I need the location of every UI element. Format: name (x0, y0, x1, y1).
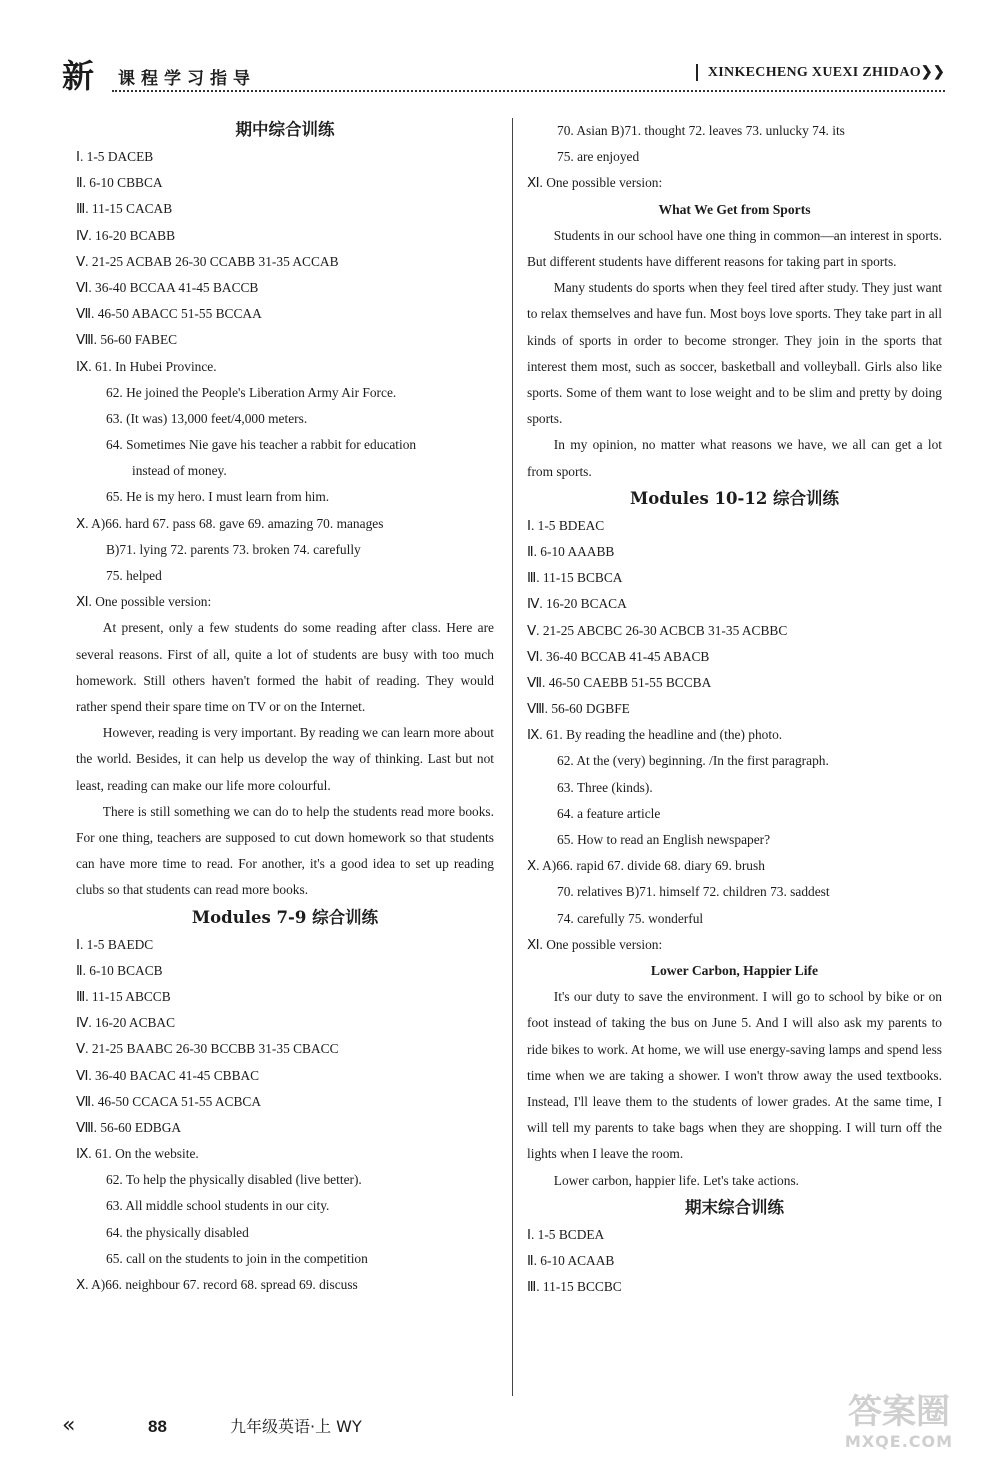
answer-line: Ⅲ. 11-15 BCCBC (527, 1279, 622, 1295)
header-dotted-rule (112, 90, 945, 92)
answer-line: 63. (It was) 13,000 feet/4,000 meters. (106, 410, 308, 426)
essay-title-carbon: Lower Carbon, Happier Life (650, 962, 819, 978)
essay-carbon (527, 984, 942, 1194)
left-column (76, 116, 494, 1298)
double-chevron-left-icon: « (62, 1413, 76, 1438)
essay-paragraph: Lower carbon, happier life. Let's take actions. (553, 1172, 799, 1188)
modules-10-12-answer-lines (527, 513, 942, 958)
answer-line: 64. a feature article (557, 805, 661, 821)
right-column (527, 116, 942, 1300)
essay-title-sports: What We Get from Sports (658, 201, 811, 217)
section-title-final: 期末综合训练 (685, 1197, 784, 1217)
essay-paragraph: At present, only a few students do some reading after class. Here are several reasons. First of all, quite a lot of students are busy with too much homework. Still others haven't formed the habit of reading. They would rather spend their spare time on TV or on the Internet. (76, 620, 494, 714)
answer-line: 64. the physically disabled (106, 1224, 249, 1240)
answer-line: 63. All middle school students in our city. (106, 1198, 330, 1214)
essay-reading (76, 615, 494, 903)
answer-line: Ⅵ. 36-40 BCCAB 41-45 ABACB (527, 648, 710, 664)
watermark-logo (814, 1392, 984, 1462)
essay-paragraph: There is still something we can do to help the students read more books. For one thing, teachers are supposed to cut down homework so that students can have more time to read. For another, it's a good idea to set up reading clubs so that students can read more books. (76, 803, 494, 898)
answer-line: Ⅹ. A)66. rapid 67. divide 68. diary 69. brush (527, 858, 765, 874)
answer-line: 70. Asian B)71. thought 72. leaves 73. unlucky 74. its (557, 123, 845, 138)
header-title-en: XINKECHENG XUEXI ZHIDAO❯❯ (696, 64, 945, 81)
answer-line: 65. He is my hero. I must learn from him. (106, 489, 330, 505)
answer-line: Ⅱ. 6-10 BCACB (76, 962, 163, 978)
section-title-modules-7-9: Modules 7-9 综合训练 (191, 907, 379, 927)
answer-line: 64. Sometimes Nie gave his teacher a rabbit for education (106, 437, 417, 453)
column-divider (512, 118, 513, 1396)
answer-line: B)71. lying 72. parents 73. broken 74. carefully (106, 541, 361, 557)
answer-line: 62. At the (very) beginning. /In the first paragraph. (557, 753, 829, 769)
answer-line: Ⅹ. A)66. hard 67. pass 68. gave 69. amazing 70. manages (76, 515, 384, 531)
answer-line: Ⅴ. 21-25 ABCBC 26-30 ACBCB 31-35 ACBBC (527, 622, 788, 638)
section-title-midterm: 期中综合训练 (235, 120, 335, 139)
answer-line: Ⅳ. 16-20 BCABB (76, 227, 176, 243)
essay-paragraph: It's our duty to save the environment. I will go to school by bike or on foot instead of taking the bus on June 5. And I will also ask my parents to ride bikes to work. At home, we will use energy-saving lamps and spend less time when we are taking a shower. I won't throw away the used textbooks. Instead, I'll leave them to the students of lower grades. At the same time, I will tell my parents to take bags when they are shopping. I will turn off the lights when I leave the room. (527, 989, 942, 1162)
answer-line: Ⅺ. One possible version: (527, 936, 663, 952)
answer-line: 62. He joined the People's Liberation Army Air Force. (106, 384, 397, 400)
answer-line: Ⅶ. 46-50 CAEBB 51-55 BCCBA (527, 674, 712, 690)
answer-line: Ⅰ. 1-5 BAEDC (76, 936, 154, 952)
answer-line: Ⅵ. 36-40 BCCAA 41-45 BACCB (76, 279, 259, 295)
answer-line: Ⅰ. 1-5 BCDEA (527, 1226, 605, 1242)
answer-line: instead of money. (132, 463, 227, 479)
answer-line: 63. Three (kinds). (557, 779, 653, 795)
answer-line: 70. relatives B)71. himself 72. children 73. saddest (557, 884, 830, 900)
answer-line: 75. are enjoyed (557, 149, 640, 165)
essay-paragraph: In my opinion, no matter what reasons we have, we all can get a lot from sports. (527, 437, 942, 479)
final-answer-lines (527, 1222, 942, 1301)
watermark-text: 答案圈 (848, 1392, 950, 1432)
answer-line: Ⅴ. 21-25 ACBAB 26-30 CCABB 31-35 ACCAB (76, 253, 339, 269)
essay-paragraph: Students in our school have one thing in common—an interest in sports. But different students have different reasons for taking part in sports. (527, 227, 942, 269)
answer-line: Ⅹ. A)66. neighbour 67. record 68. spread 69. discuss (76, 1277, 358, 1293)
answer-line: Ⅸ. 61. On the website. (76, 1146, 199, 1162)
answer-line: Ⅵ. 36-40 BACAC 41-45 CBBAC (76, 1067, 260, 1083)
answer-line: 62. To help the physically disabled (live better). (106, 1172, 362, 1188)
answer-line: Ⅴ. 21-25 BAABC 26-30 BCCBB 31-35 CBACC (76, 1041, 339, 1057)
essay-sports (527, 223, 942, 485)
essay-paragraph: However, reading is very important. By reading we can learn more about the world. Besides, it can help us develop the way of thinking. Last but not least, reading can make our life more colourful. (76, 725, 494, 793)
answer-line: 74. carefully 75. wonderful (557, 910, 704, 926)
page-header (60, 52, 945, 98)
answer-line: Ⅳ. 16-20 BCACA (527, 596, 627, 612)
answer-line: Ⅲ. 11-15 BCBCA (527, 570, 623, 586)
answer-line: Ⅳ. 16-20 ACBAC (76, 1015, 176, 1031)
page-footer (60, 1412, 560, 1442)
answer-line: 65. How to read an English newspaper? (557, 832, 771, 848)
answer-line: Ⅷ. 56-60 DGBFE (527, 701, 630, 717)
answer-line: Ⅱ. 6-10 AAABB (527, 543, 615, 559)
answer-line: Ⅷ. 56-60 EDBGA (76, 1119, 182, 1135)
answer-line: Ⅰ. 1-5 BDEAC (527, 517, 605, 533)
header-logo-char: 新 (62, 57, 95, 95)
answer-line: Ⅱ. 6-10 ACAAB (527, 1252, 615, 1268)
answer-line: Ⅸ. 61. In Hubei Province. (76, 358, 217, 374)
book-title: 九年级英语·上 WY (230, 1417, 362, 1436)
section-title-modules-10-12: Modules 10-12 综合训练 (629, 488, 840, 508)
essay-paragraph: Many students do sports when they feel tired after study. They just want to relax themselves and have fun. Most boys love sports. They take part in all kinds of sports in order to become stronger. They join in the sports that interest them most, such as soccer, basketball and volleyball. Girls also like sports. Some of them want to lose weight and to be slim and pretty by doing sports. (527, 280, 942, 427)
page-number: 88 (148, 1417, 167, 1436)
answer-line: Ⅲ. 11-15 CACAB (76, 201, 173, 217)
answer-line: Ⅺ. One possible version: (76, 594, 212, 610)
midterm-answer-lines (76, 144, 494, 615)
answer-line: Ⅱ. 6-10 CBBCA (76, 175, 163, 191)
modules-7-9-answer-lines (76, 932, 494, 1299)
answer-line: Ⅲ. 11-15 ABCCB (76, 988, 171, 1004)
answer-line: Ⅷ. 56-60 FABEC (76, 332, 178, 348)
answer-line: Ⅺ. One possible version: (527, 175, 663, 191)
answer-line: Ⅸ. 61. By reading the headline and (the) photo. (527, 727, 783, 743)
answer-line: Ⅰ. 1-5 DACEB (76, 149, 154, 164)
header-title-cn: 课程学习指导 (118, 69, 256, 89)
watermark-url: MXQE.COM (844, 1432, 954, 1451)
answer-line: 65. call on the students to join in the competition (106, 1250, 368, 1266)
answer-line: 75. helped (106, 568, 162, 583)
answer-line: Ⅶ. 46-50 ABACC 51-55 BCCAA (76, 306, 262, 322)
answer-line: Ⅶ. 46-50 CCACA 51-55 ACBCA (76, 1093, 262, 1109)
